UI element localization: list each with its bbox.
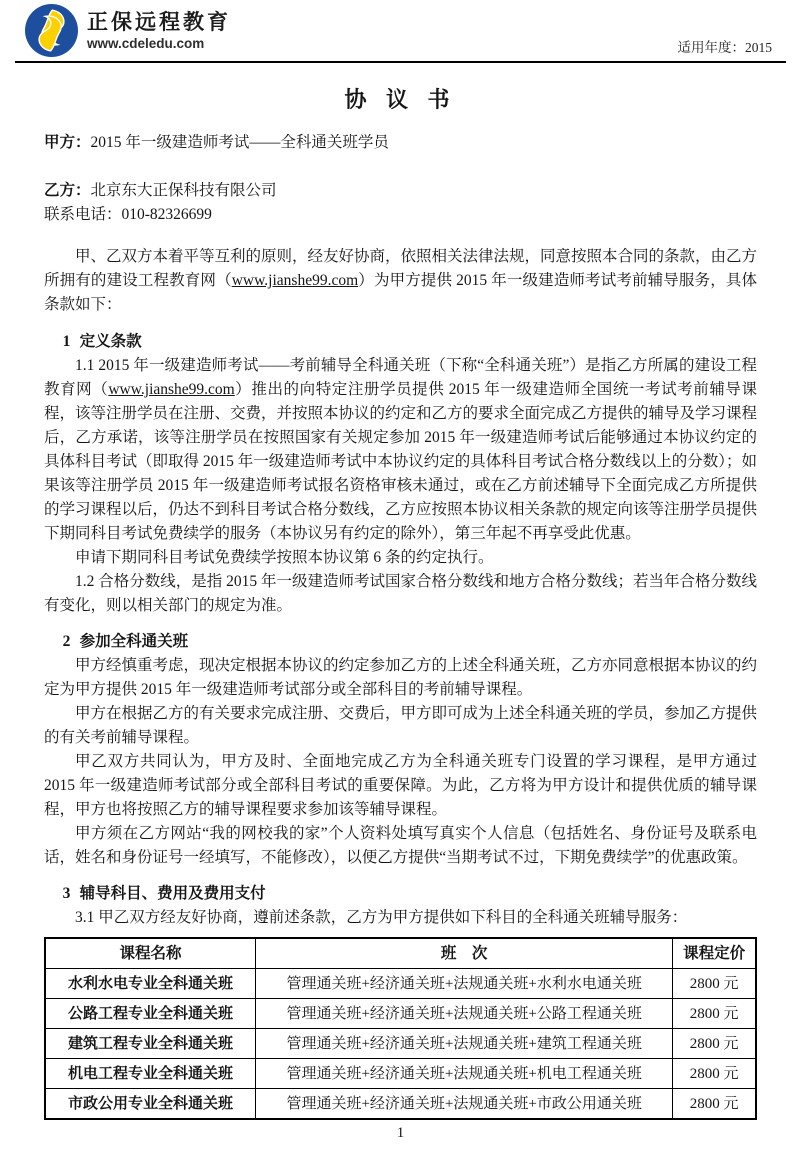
section3-heading [44, 882, 757, 906]
contact-phone-line [44, 203, 757, 227]
brand-name: 正保远程教育 [87, 10, 231, 34]
column-header-price: 课程定价 [673, 938, 756, 969]
course-name-cell: 建筑工程专业全科通关班 [45, 1029, 255, 1059]
table-row [45, 1059, 756, 1089]
clause-1-1 [44, 354, 757, 546]
swirl-logo-icon [25, 4, 78, 57]
contact-phone-value: 010-82326699 [121, 206, 212, 223]
course-price-cell: 2800 元 [673, 1059, 756, 1089]
table-row [45, 1089, 756, 1120]
document-body [0, 85, 801, 1142]
table-row [45, 969, 756, 999]
applicable-year-label: 适用年度：2015 [677, 40, 772, 55]
course-pricing-table [44, 937, 757, 1120]
party-a-value: 2015 年一级建造师考试——全科通关班学员 [90, 134, 389, 151]
party-b-value: 北京东大正保科技有限公司 [90, 182, 277, 199]
course-classes-cell: 管理通关班+经济通关班+法规通关班+公路工程通关班 [255, 999, 672, 1029]
section3-title: 辅导科目、费用及费用支付 [79, 885, 266, 902]
clause-3-1: 3.1 甲乙双方经友好协商，遵前述条款，乙方为甲方提供如下科目的全科通关班辅导服务： [75, 909, 688, 926]
table-row [45, 1029, 756, 1059]
jianshe99-link[interactable]: www.jianshe99.com [231, 272, 359, 289]
clause-2-para-4: 甲方须在乙方网站“我的网校我的家”个人资料处填写真实个人信息（包括姓名、身份证号及联系电话，姓名和身份证号一经填写，不能修改），以便乙方提供“当期考试不过，下期免费续学”的优惠政策。 [44, 825, 757, 866]
course-price-cell: 2800 元 [673, 999, 756, 1029]
document-title: 协 议 书 [344, 87, 457, 112]
intro-post: ）为甲方提供 2015 年一级建造师考试考前辅导服务，具体条款如下： [44, 272, 757, 313]
table-header-row [45, 938, 756, 969]
course-classes-cell: 管理通关班+经济通关班+法规通关班+水利水电通关班 [255, 969, 672, 999]
section2-title: 参加全科通关班 [79, 633, 189, 650]
brand-logo [25, 4, 231, 57]
clause-2-para-2: 甲方在根据乙方的有关要求完成注册、交费后，甲方即可成为上述全科通关班的学员，参加乙方提供的有关考前辅导课程。 [44, 705, 758, 746]
course-classes-cell: 管理通关班+经济通关班+法规通关班+建筑工程通关班 [255, 1029, 672, 1059]
jianshe99-link-2[interactable]: www.jianshe99.com [108, 381, 235, 398]
renewal-note: 申请下期同科目考试免费续学按照本协议第 6 条的约定执行。 [75, 549, 494, 566]
course-name-cell: 水利水电专业全科通关班 [45, 969, 255, 999]
course-name-cell: 市政公用专业全科通关班 [45, 1089, 255, 1120]
party-a-label: 甲方： [44, 134, 91, 151]
clause-2-para-1: 甲方经慎重考虑，现决定根据本协议的约定参加乙方的上述全科通关班，乙方亦同意根据本协议的约定为甲方提供 2015 年一级建造师考试部分或全部科目的考前辅导课程。 [44, 657, 758, 698]
section1-title: 定义条款 [79, 333, 142, 350]
course-price-cell: 2800 元 [673, 969, 756, 999]
course-name-cell: 公路工程专业全科通关班 [45, 999, 255, 1029]
course-price-cell: 2800 元 [673, 1089, 756, 1120]
intro-pre: 甲、乙双方本着平等互利的原则，经友好协商，依照相关法律法规，同意按照本合同的条款，由乙方所拥有的建设工程教育网（ [44, 248, 758, 289]
section2-heading [44, 630, 757, 654]
page-number: 1 [396, 1125, 405, 1141]
course-classes-cell: 管理通关班+经济通关班+法规通关班+机电工程通关班 [255, 1059, 672, 1089]
brand-text-block [87, 10, 231, 52]
section2-number: 2 [62, 633, 71, 650]
party-b-line [44, 179, 757, 203]
section1-number: 1 [62, 333, 71, 350]
clause-1-2: 1.2 合格分数线，是指 2015 年一级建造师考试国家合格分数线和地方合格分数线；若当年合格分数线有变化，则以相关部门的规定为准。 [44, 573, 758, 614]
brand-website: www.cdeledu.com [87, 35, 205, 51]
clause-1-1-post: ）推出的向特定注册学员提供 2015 年一级建造师全国统一考试考前辅导课程，该等注册学员在注册、交费，并按照本协议的约定和乙方的要求全面完成乙方提供的辅导及学习课程后，乙方承诺，该等注册学员在按照国家有关规定参加 2015 年一级建造师考试后能够通过本协议约定的具体科目考试（即取得 2015 年一级建造师考试中本协议约定的具体科目考试合格分数线以上的分数）；如果该等注册学员 2015 年一级建造师考试报名资格审核未通过，或在乙方前述辅导下全面完成乙方所提供的学习课程以后，仍达不到科目考试合格分数线，乙方应按照本协议相关条款的规定向该等注册学员提供下期同科目考试免费续学的服务（本协议另有约定的除外），第三年起不再享受此优惠。 [44, 381, 758, 542]
clause-2-para-3: 甲乙双方共同认为，甲方及时、全面地完成乙方为全科通关班专门设置的学习课程，是甲方通过 2015 年一级建造师考试部分或全部科目考试的重要保障。为此，乙方将为甲方设计和提供优质的辅导课程，甲方也将按照乙方的辅导课程要求参加该等辅导课程。 [44, 753, 757, 818]
party-b-label: 乙方： [44, 182, 91, 199]
contact-phone-label: 联系电话： [44, 206, 122, 223]
page-header [15, 0, 786, 63]
clause-1-1-pre: 1.1 2015 年一级建造师考试——考前辅导全科通关班（下称“全科通关班”）是指乙方所属的建设工程教育网（ [44, 357, 757, 398]
table-row [45, 999, 756, 1029]
column-header-classes: 班 次 [255, 938, 672, 969]
intro-paragraph [44, 245, 757, 317]
course-name-cell: 机电工程专业全科通关班 [45, 1059, 255, 1089]
course-price-cell: 2800 元 [673, 1029, 756, 1059]
party-a-line [44, 131, 757, 155]
section3-number: 3 [62, 885, 71, 902]
course-classes-cell: 管理通关班+经济通关班+法规通关班+市政公用通关班 [255, 1089, 672, 1120]
column-header-course-name: 课程名称 [45, 938, 255, 969]
section1-heading [44, 330, 757, 354]
